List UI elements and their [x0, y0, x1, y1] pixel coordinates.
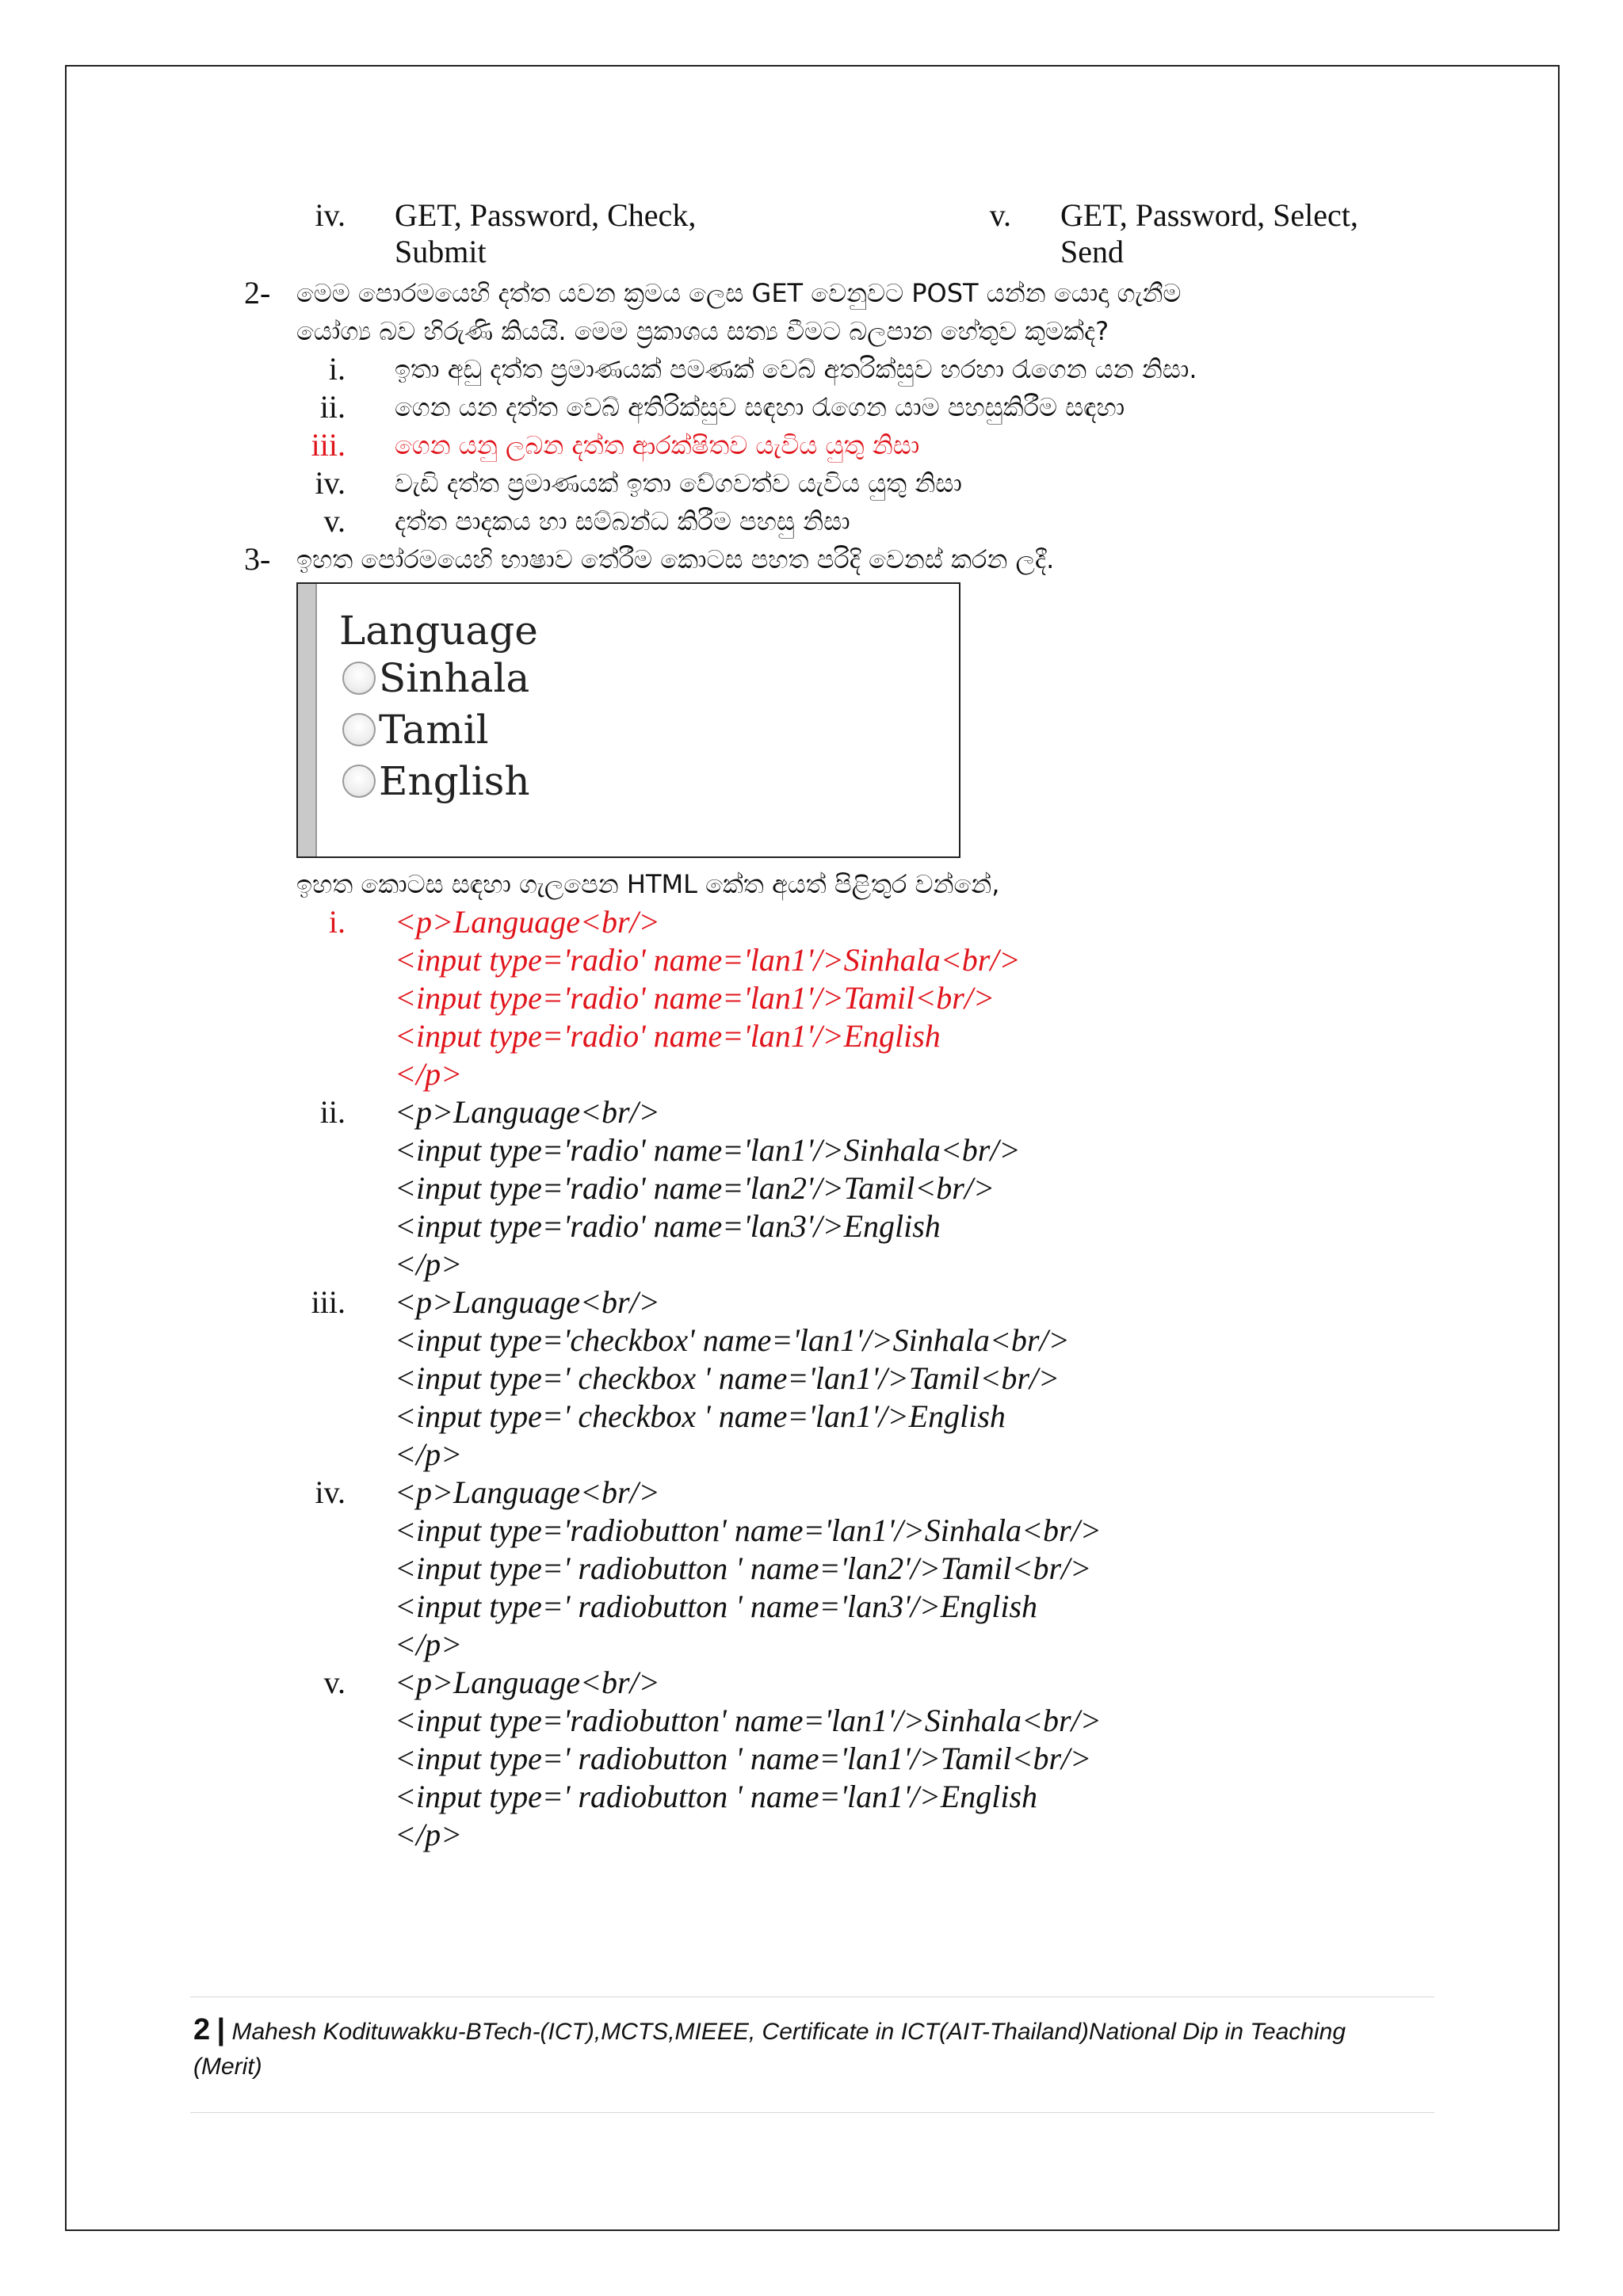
- code-line: <input type=' radiobutton ' name='lan2'/>Tamil<br/>: [395, 1550, 1092, 1586]
- preview-title: Language: [339, 608, 538, 654]
- code-line: <input type=' checkbox ' name='lan1'/>Tamil<br/>: [395, 1360, 1060, 1396]
- q3-option-num-correct: i.: [328, 904, 346, 940]
- footer-author-cont: (Merit): [193, 2054, 262, 2080]
- code-line: <input type=' radiobutton ' name='lan1'/>Tamil<br/>: [395, 1741, 1092, 1776]
- q2-option-text: දත්ත පාදකය හා සම්බන්ධ කිරීම පහසු නිසා: [395, 506, 850, 536]
- code-line: </p>: [395, 1056, 463, 1092]
- q3-option-num: iii.: [311, 1284, 346, 1320]
- code-line: <input type=' radiobutton ' name='lan1'/>English: [395, 1779, 1038, 1814]
- code-line: <p>Language<br/>: [395, 1284, 660, 1320]
- footer-rule-bottom: [190, 2112, 1434, 2113]
- question-text: ඉහත පෝරමයෙහි භාෂාව තේරීම කොටස පහත පරිදි වෙනස් කරන ලදී.: [296, 544, 1055, 574]
- q3-option-num: v.: [323, 1665, 346, 1700]
- q2-option-num: i.: [328, 351, 346, 387]
- code-line: </p>: [395, 1436, 463, 1472]
- code-line: <input type='radio' name='lan3'/>English: [395, 1208, 941, 1244]
- q1-option-text: GET, Password, Select,: [1060, 197, 1358, 233]
- preview-radio-row: [342, 707, 489, 753]
- footer: [193, 2012, 1430, 2084]
- code-line: <input type='radio' name='lan1'/>Tamil<br/>: [395, 980, 995, 1016]
- code-line: <p>Language<br/>: [395, 1094, 660, 1130]
- q1-option-text: Submit: [395, 234, 487, 269]
- q2-option-text: ඉතා අඩු දත්ත ප්‍රමාණයක් පමණක් වෙබ් අතරික්සුව හරහා රැගෙන යන නිසා.: [395, 354, 1197, 384]
- question-number: 3-: [244, 541, 271, 577]
- q2-option-text: වැඩි දත්ත ප්‍රමාණයක් ඉතා වේගවත්ව යැවිය යුතු නිසා: [395, 468, 962, 498]
- code-line: <input type=' radiobutton ' name='lan3'/>English: [395, 1589, 1038, 1624]
- question-subtext: ඉහත කොටස සඳහා ගැලපෙන HTML කේත අයත් පිළිතුර වන්නේ,: [296, 869, 1000, 899]
- footer-author: Mahesh Kodituwakku-BTech-(ICT),MCTS,MIEEE, Certificate in ICT(AIT-Thailand)National Dip in Teaching: [231, 2019, 1346, 2045]
- code-line: <input type=' checkbox ' name='lan1'/>English: [395, 1398, 1006, 1434]
- q2-option-num: iv.: [315, 465, 346, 501]
- radio-icon: [342, 713, 376, 746]
- preview-radio-label: Sinhala: [379, 655, 530, 701]
- code-line: <input type='checkbox' name='lan1'/>Sinhala<br/>: [395, 1322, 1070, 1358]
- radio-icon: [342, 765, 376, 798]
- q2-option-text-correct: ගෙන යනු ලබන දත්ත ආරක්ෂිතව යැවිය යුතු නිසා: [395, 430, 920, 460]
- q1-option-num: v.: [989, 197, 1011, 233]
- q1-option-text: Send: [1060, 234, 1124, 269]
- code-line: <input type='radio' name='lan1'/>English: [395, 1018, 941, 1054]
- preview-radio-label: Tamil: [379, 707, 489, 753]
- q2-option-num: v.: [323, 503, 346, 539]
- q2-option-num: ii.: [319, 389, 346, 425]
- code-line: <p>Language<br/>: [395, 1665, 660, 1700]
- code-line: <input type='radio' name='lan1'/>Sinhala<br/>: [395, 1132, 1021, 1168]
- preview-radio-label: English: [379, 758, 530, 804]
- footer-line: [193, 2012, 1430, 2050]
- code-line: <input type='radio' name='lan2'/>Tamil<br/>: [395, 1170, 995, 1206]
- code-line: </p>: [395, 1246, 463, 1282]
- q3-option-num: ii.: [319, 1094, 346, 1130]
- question-text: යෝග්‍ය බව හිරුණි කියයි. මෙම ප්‍රකාශය සත්‍ය වීමට බලපාන හේතුව කුමක්ද?: [296, 316, 1109, 346]
- page-number: 2: [193, 2013, 211, 2046]
- code-line: <input type='radiobutton' name='lan1'/>Sinhala<br/>: [395, 1703, 1102, 1738]
- code-line: <p>Language<br/>: [395, 1474, 660, 1510]
- q1-option-num: iv.: [315, 197, 346, 233]
- form-preview-image: [296, 582, 960, 858]
- code-line: </p>: [395, 1817, 463, 1852]
- q1-option-text: GET, Password, Check,: [395, 197, 697, 233]
- preview-radio-row: [342, 655, 529, 701]
- question-text: මෙම පොරමයෙහි දත්ත යවන ක්‍රමය ලෙස GET වෙනුවට POST යන්න යොදා ගැනීම: [296, 278, 1182, 308]
- q3-option-num: iv.: [315, 1474, 346, 1510]
- q2-option-text: ගෙන යන දත්ත වෙබ් අතිරික්සුව සඳහා රැගෙන යාම පහසුකිරීම සඳහා: [395, 392, 1125, 422]
- q2-option-num-correct: iii.: [311, 427, 346, 463]
- code-line: </p>: [395, 1627, 463, 1662]
- code-line: <input type='radio' name='lan1'/>Sinhala<br/>: [395, 942, 1021, 978]
- question-number: 2-: [244, 275, 271, 311]
- code-line: <input type='radiobutton' name='lan1'/>Sinhala<br/>: [395, 1512, 1102, 1548]
- radio-icon: [342, 662, 376, 695]
- preview-left-bar: [298, 584, 317, 856]
- footer-separator: |: [216, 2013, 226, 2046]
- preview-radio-row: [342, 758, 530, 804]
- code-line: <p>Language<br/>: [395, 904, 660, 940]
